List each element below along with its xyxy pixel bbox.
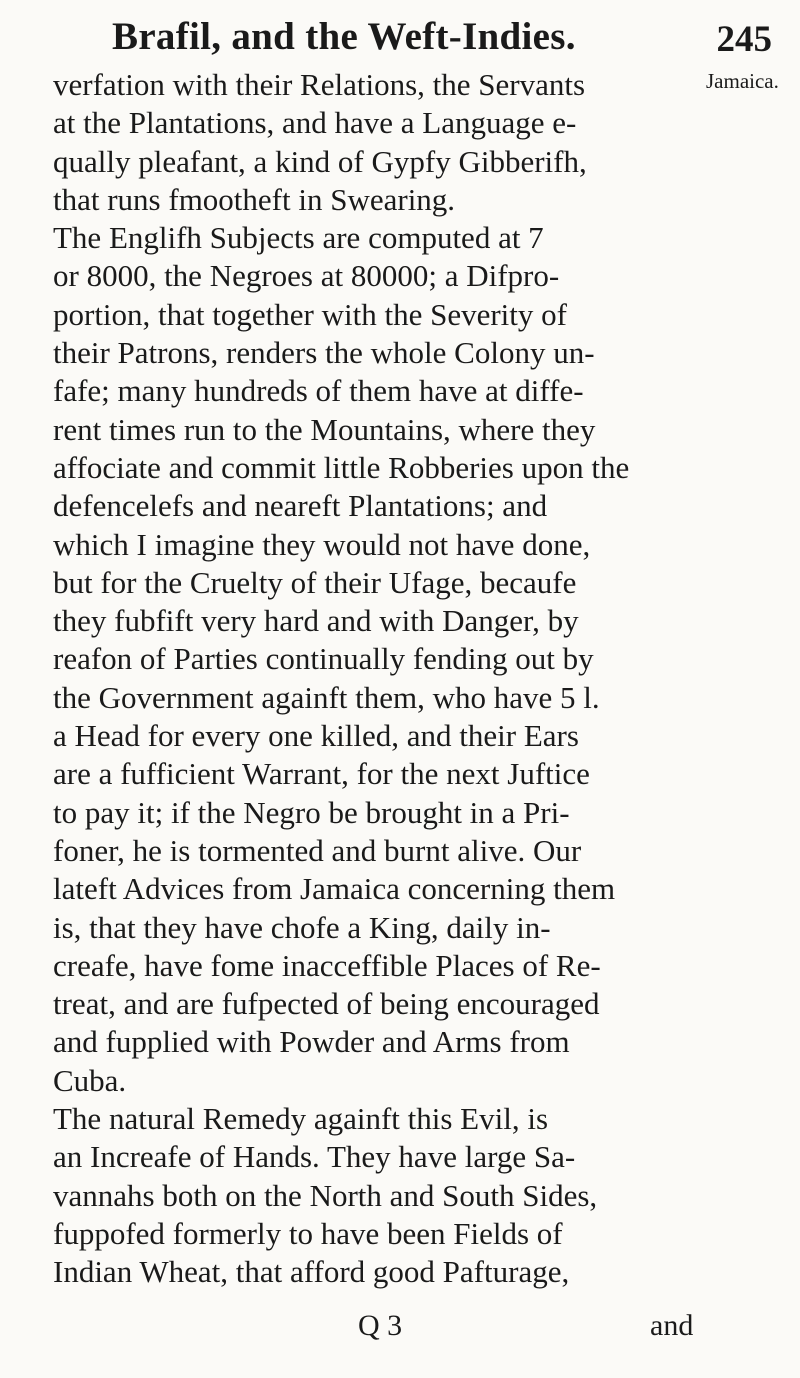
text-line: or 8000, the Negroes at 80000; a Difpro- (53, 258, 560, 294)
text-line: qually pleafant, a kind of Gypfy Gibberifh, (53, 143, 587, 179)
page-header (0, 14, 800, 70)
text-line: an Increafe of Hands. They have large Sa- (53, 1139, 576, 1175)
text-line: they fubfift very hard and with Danger, by (53, 603, 579, 639)
text-line: is, that they have chofe a King, daily in- (53, 909, 551, 945)
page-number: 245 (716, 19, 772, 60)
text-line: vannahs both on the North and South Sides, (53, 1177, 598, 1213)
text-line: portion, that together with the Severity of (53, 296, 567, 332)
text-line: Indian Wheat, that afford good Pafturage, (53, 1254, 570, 1290)
text-line: the Government againft them, who have 5 l. (53, 679, 600, 715)
margin-note: Jamaica. (706, 69, 779, 93)
catchword: and (650, 1309, 694, 1342)
text-line: rent times run to the Mountains, where they (53, 411, 596, 447)
text-line: reafon of Parties continually fending out by (53, 641, 594, 677)
text-line: lateft Advices from Jamaica concerning them (53, 871, 616, 907)
text-line: fafe; many hundreds of them have at diffe- (53, 373, 584, 409)
text-line: The Englifh Subjects are computed at 7 (53, 220, 544, 256)
text-line: which I imagine they would not have done, (53, 526, 591, 562)
running-title: Brafil, and the Weft-Indies. (112, 15, 576, 58)
page-footer (53, 1307, 713, 1345)
text-line: treat, and are fufpected of being encouraged (53, 986, 600, 1022)
text-line: to pay it; if the Negro be brought in a Pri- (53, 794, 570, 830)
signature-mark: Q 3 (358, 1309, 403, 1342)
text-line: Cuba. (53, 1062, 127, 1098)
text-line: but for the Cruelty of their Ufage, becaufe (53, 564, 577, 600)
body-text (53, 66, 713, 1292)
text-line: foner, he is tormented and burnt alive. Our (53, 832, 582, 868)
text-line: a Head for every one killed, and their Ears (53, 718, 579, 754)
text-line: their Patrons, renders the whole Colony un- (53, 335, 595, 371)
text-line: verfation with their Relations, the Servants (53, 67, 586, 102)
text-line: fuppofed formerly to have been Fields of (53, 1215, 563, 1251)
text-line: at the Plantations, and have a Language e- (53, 105, 577, 141)
text-line: are a fufficient Warrant, for the next Juftice (53, 756, 590, 792)
text-line: and fupplied with Powder and Arms from (53, 1024, 570, 1060)
text-line: The natural Remedy againft this Evil, is (53, 1101, 549, 1137)
text-line: affociate and commit little Robberies upon the (53, 449, 630, 485)
text-line: that runs fmootheft in Swearing. (53, 181, 456, 217)
text-line: defencelefs and neareft Plantations; and (53, 488, 548, 524)
text-line: creafe, have fome inacceffible Places of Re- (53, 947, 601, 983)
